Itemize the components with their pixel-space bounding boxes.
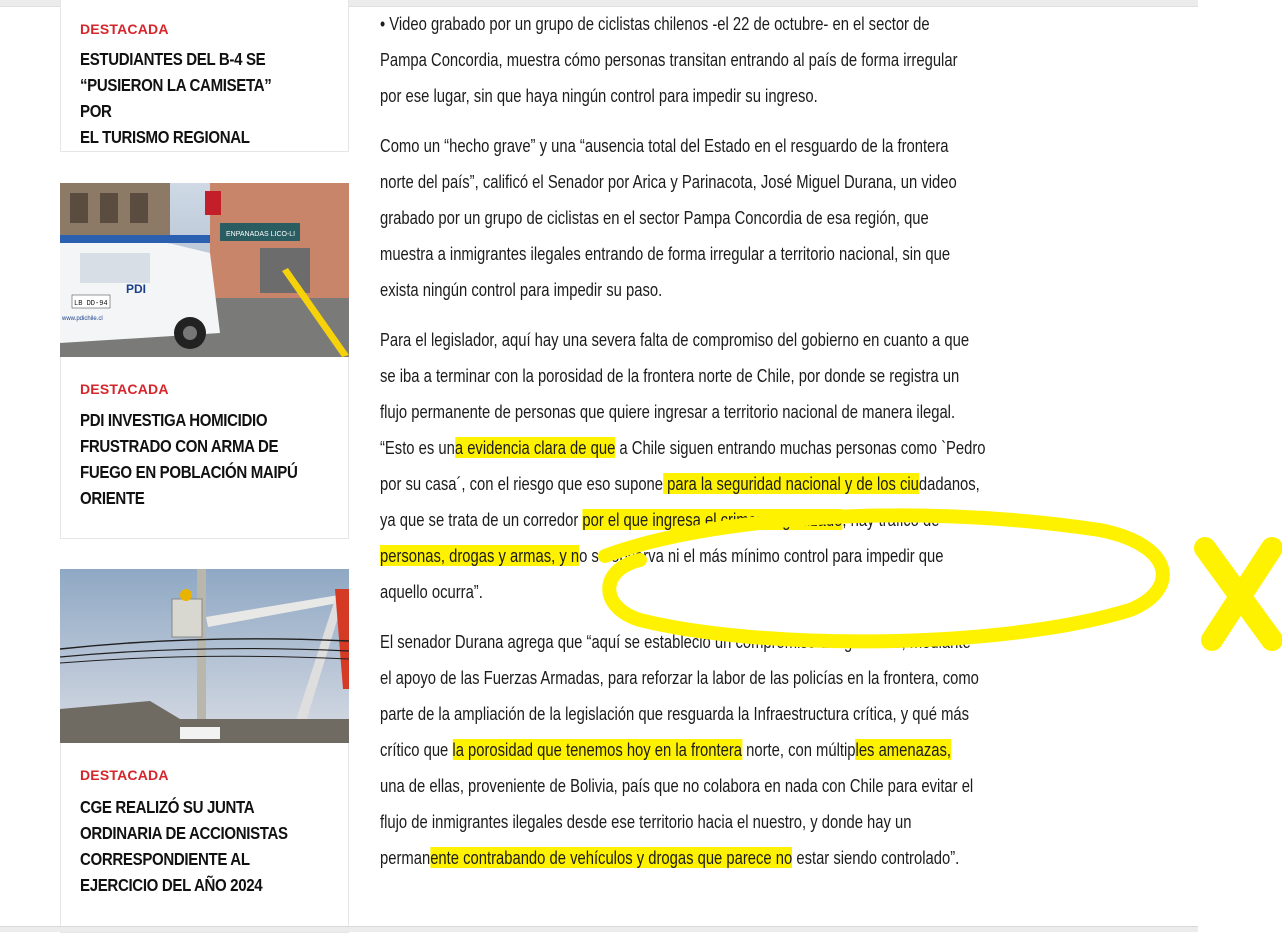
plate-text: LB DD-94	[74, 300, 108, 308]
highlight-crimen: por el que ingresa el crimen organizado	[582, 509, 843, 530]
card-3-tag: DESTACADA	[80, 767, 169, 783]
card-3-title[interactable]: CGE REALIZÓ SU JUNTA ORDINARIA DE ACCIONISTAS CORRESPONDIENTE AL EJERCICIO DEL AÑO 2024	[80, 797, 288, 895]
paragraph-1: • Video grabado por un grupo de ciclistas chilenos -el 22 de octubre- en el sector de Pampa Concordia, muestra cómo personas transitan entrando al país de forma irregular por ese lugar, sin que haya ningún control para impedir su ingreso.	[380, 13, 958, 106]
bottom-scroll-edge	[0, 926, 1198, 932]
paragraph-2: Como un “hecho grave” y una “ausencia total del Estado en el resguardo de la frontera norte del país”, calificó el Senador por Arica y Parinacota, José Miguel Durana, un video grabado por un grupo de ciclistas en el sector Pampa Concordia de esa región, que muestra a inmigrantes ilegales entrando de forma irregular a territorio nacional, sin que exista ningún control para impedir su paso.	[380, 135, 957, 300]
article-body	[380, 6, 1180, 890]
highlight-amenazas: les amenazas,	[855, 739, 951, 760]
highlight-seguridad: para la seguridad nacional y de los ciu	[663, 473, 919, 494]
card-2-title[interactable]: PDI INVESTIGA HOMICIDIO FRUSTRADO CON ARMA DE FUEGO EN POBLACIÓN MAIPÚ ORIENTE	[80, 410, 298, 508]
card-1-tag: DESTACADA	[80, 21, 169, 37]
storefront-sign-text: ENPANADAS LICO-LI	[226, 231, 296, 238]
pdi-vehicle-text: PDI	[126, 282, 147, 296]
card-2-image[interactable]	[60, 183, 349, 357]
card-2-tag: DESTACADA	[80, 381, 169, 397]
highlight-personas: personas, drogas y armas, y n	[380, 545, 580, 566]
paragraph-3: Para el legislador, aquí hay una severa falta de compromiso del gobierno en cuanto a que se iba a terminar con la porosidad de la frontera norte de Chile, por donde se registra un flujo permanente de personas que quiere ingresar a territorio nacional de manera ilegal. “Esto es una evidencia clara de que a Chile siguen entrando muchas personas como `Pedro por su casa´, con el riesgo que eso supone para la seguridad nacional y de los ciudadanos, ya que se trata de un corredor por el que ingresa el crimen organizado, hay tráfico de personas, drogas y armas, y no se observa ni el más mínimo control para impedir que aquello ocurra”.	[380, 329, 986, 602]
pdi-url-text: www.pdichile.cl	[62, 316, 103, 322]
highlight-evidencia: a evidencia clara de que	[454, 437, 616, 458]
highlight-porosidad: la porosidad que tenemos hoy en la frontera	[452, 739, 743, 760]
highlight-contrabando: ente contrabando de vehículos y drogas que parece no	[430, 847, 793, 868]
paragraph-4: El senador Durana agrega que “aquí se estableció un compromiso del gobierno, mediante el apoyo de las Fuerzas Armadas, para reforzar la labor de las policías en la frontera, como parte de la ampliación de la legislación que resguarda la Infraestructura crítica, y qué más crítico que la porosidad que tenemos hoy en la frontera norte, con múltiples amenazas, una de ellas, proveniente de Bolivia, país que no colabora en nada con Chile para evitar el flujo de inmigrantes ilegales desde ese territorio hacia el nuestro, y donde hay un permanente contrabando de vehículos y drogas que parece no estar siendo controlado”.	[380, 631, 979, 868]
card-1-title[interactable]: ESTUDIANTES DEL B-4 SE “PUSIERON LA CAMISETA” POR EL TURISMO REGIONAL	[80, 49, 272, 147]
right-margin	[1198, 0, 1282, 931]
card-3-image[interactable]	[60, 569, 349, 743]
